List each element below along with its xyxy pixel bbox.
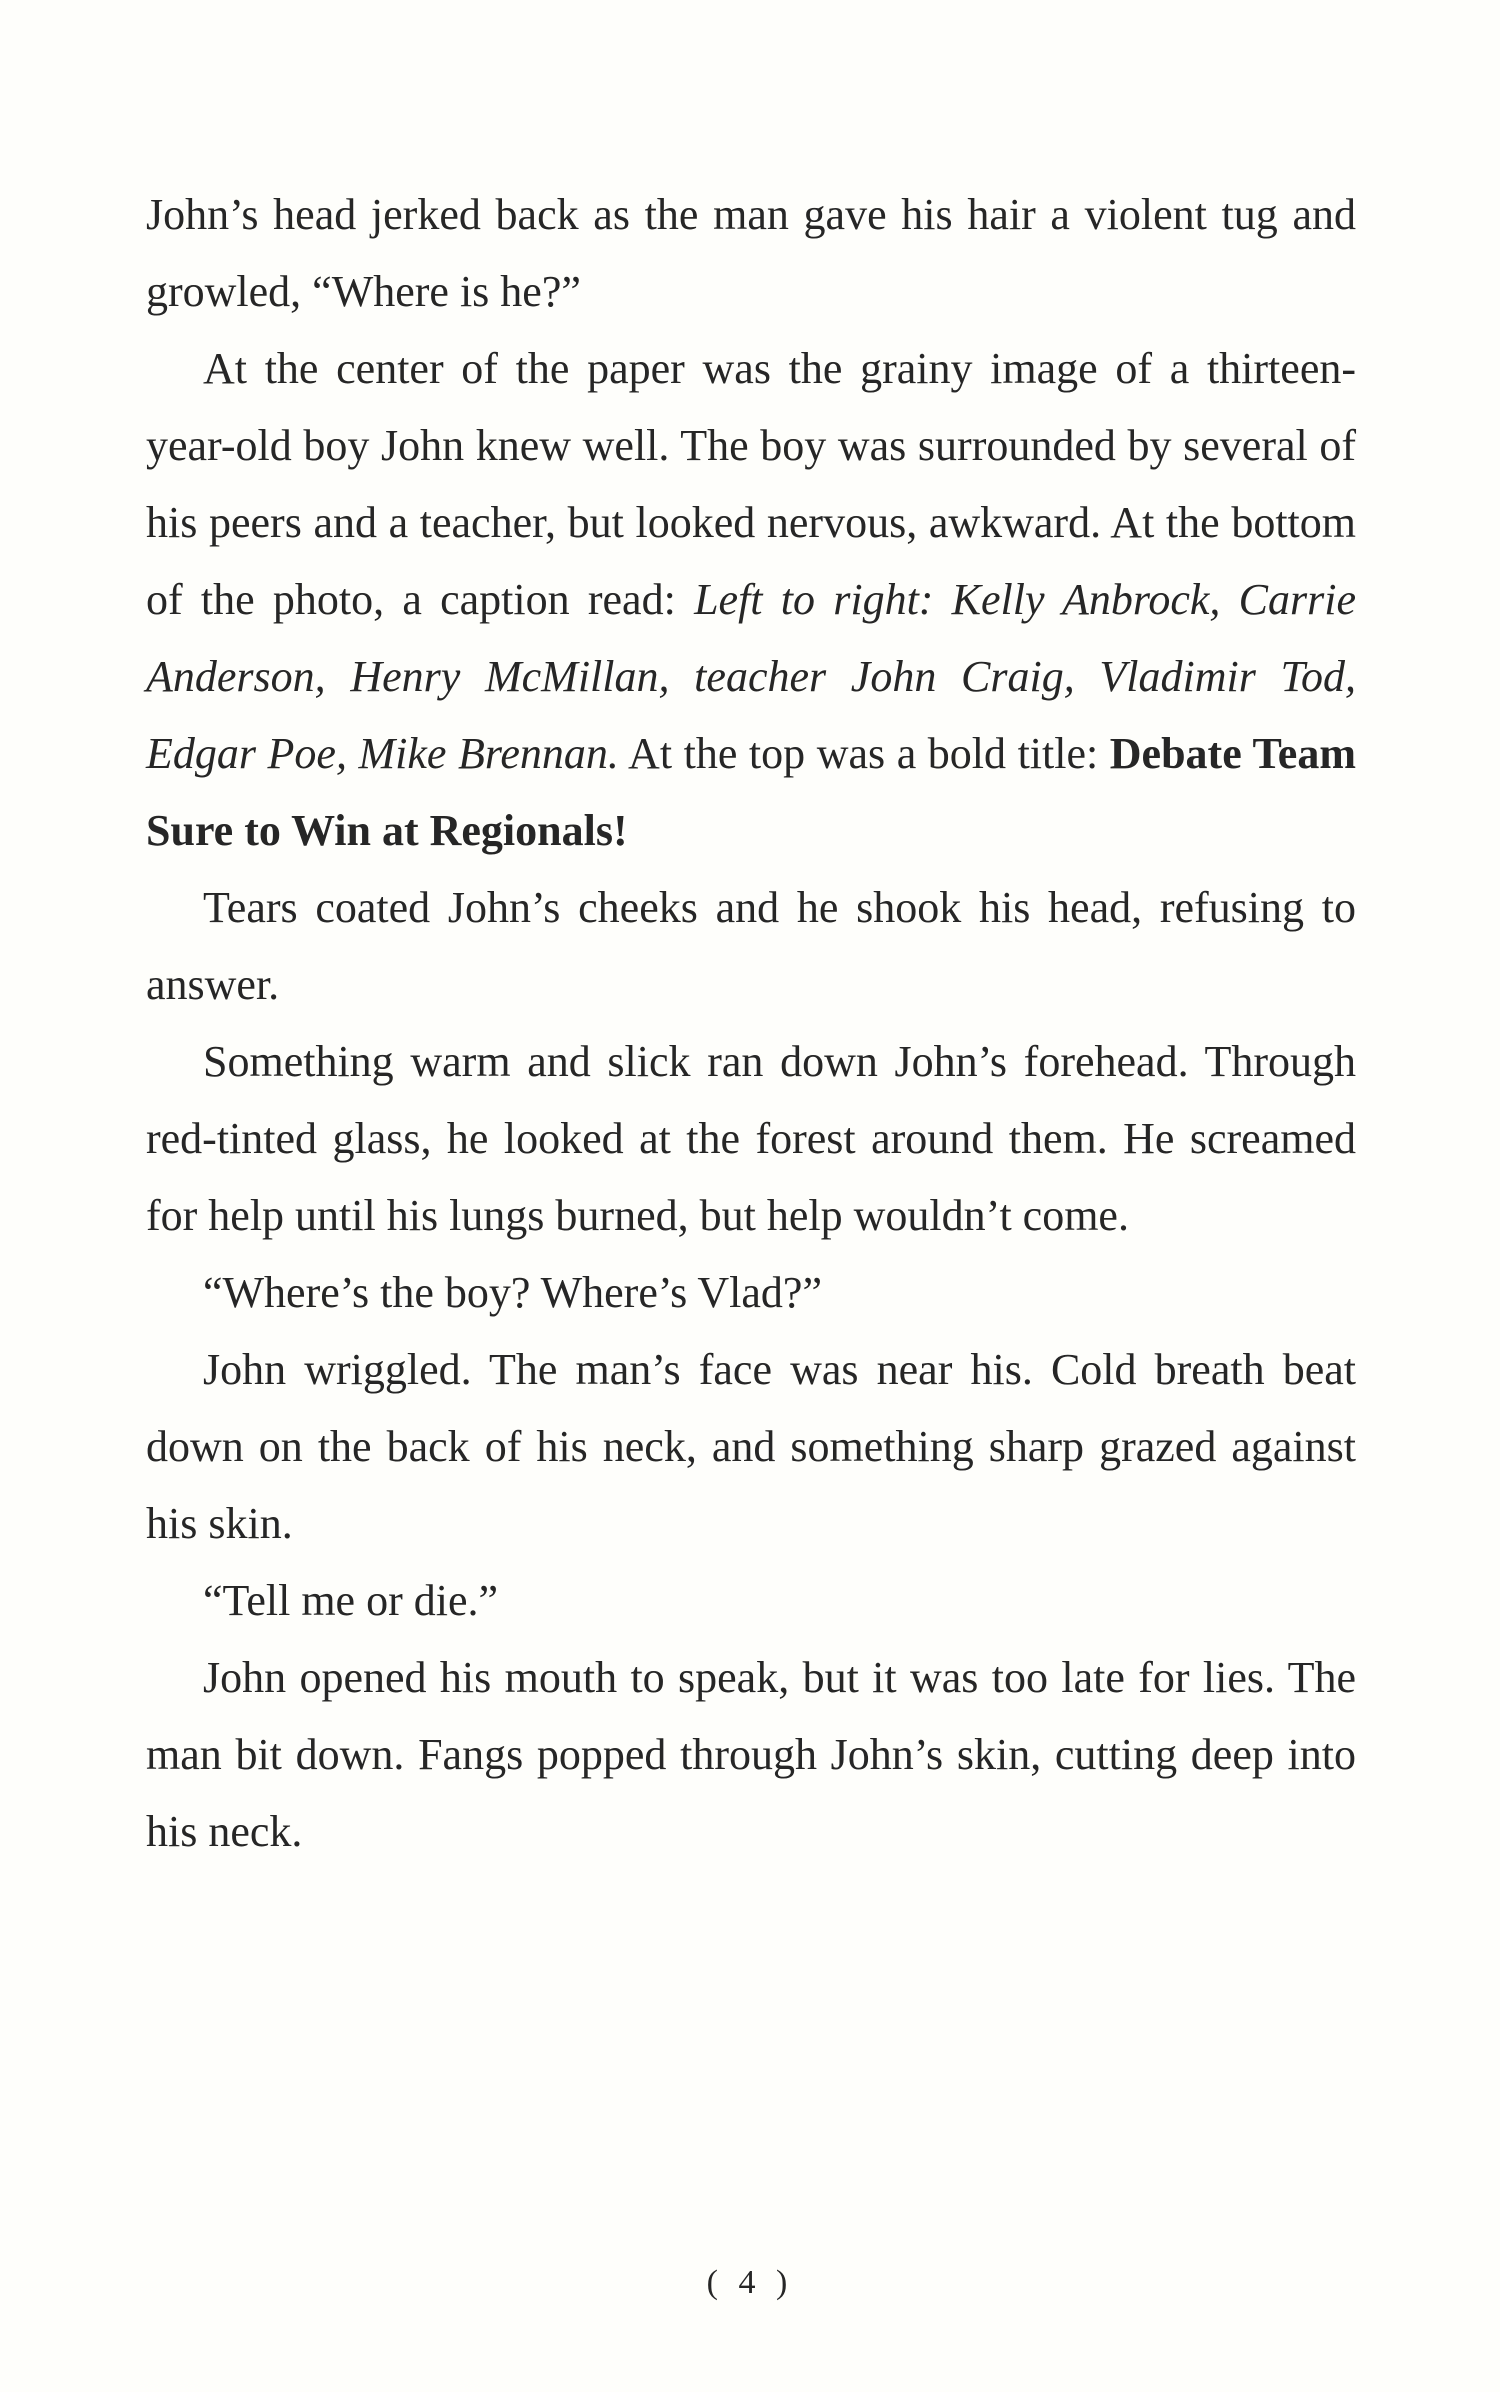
paragraph-2 — [146, 330, 1356, 869]
paragraph-7: “Tell me or die.” — [203, 1576, 499, 1625]
page-number: ( 4 ) — [706, 2264, 794, 2301]
body-text — [146, 176, 1356, 1870]
paragraph-8: John opened his mouth to speak, but it was too late for lies. The man bit down. Fangs popped through John’s skin, cutting deep into his neck. — [146, 1653, 1356, 1856]
paragraph-3: Tears coated John’s cheeks and he shook his head, refusing to answer. — [146, 883, 1356, 1009]
paragraph-1: John’s head jerked back as the man gave his hair a violent tug and growled, “Where is he?” — [146, 190, 1356, 316]
paragraph-4: Something warm and slick ran down John’s forehead. Through red-tinted glass, he looked at the forest around them. He screamed for help until his lungs burned, but help wouldn’t come. — [146, 1037, 1356, 1240]
photo-caption: Left to right: Kelly Anbrock, Carrie Anderson, Henry McMillan, teacher John Craig, Vladimir Tod, Edgar Poe, Mike Brennan. — [146, 575, 1357, 778]
paragraph-2-text-b: At the top was a bold title: — [618, 729, 1110, 778]
paragraph-6: John wriggled. The man’s face was near his. Cold breath beat down on the back of his neck, and something sharp grazed against his skin. — [146, 1345, 1356, 1548]
paragraph-5: “Where’s the boy? Where’s Vlad?” — [203, 1268, 822, 1317]
newspaper-headline: Debate Team Sure to Win at Regionals! — [146, 729, 1356, 855]
paragraph-2-text-a: At the center of the paper was the grainy image of a thirteen-year-old boy John knew well. The boy was surrounded by several of his peers and a teacher, but looked nervous, awkward. At the bottom of the photo, a caption read: — [146, 344, 1356, 624]
